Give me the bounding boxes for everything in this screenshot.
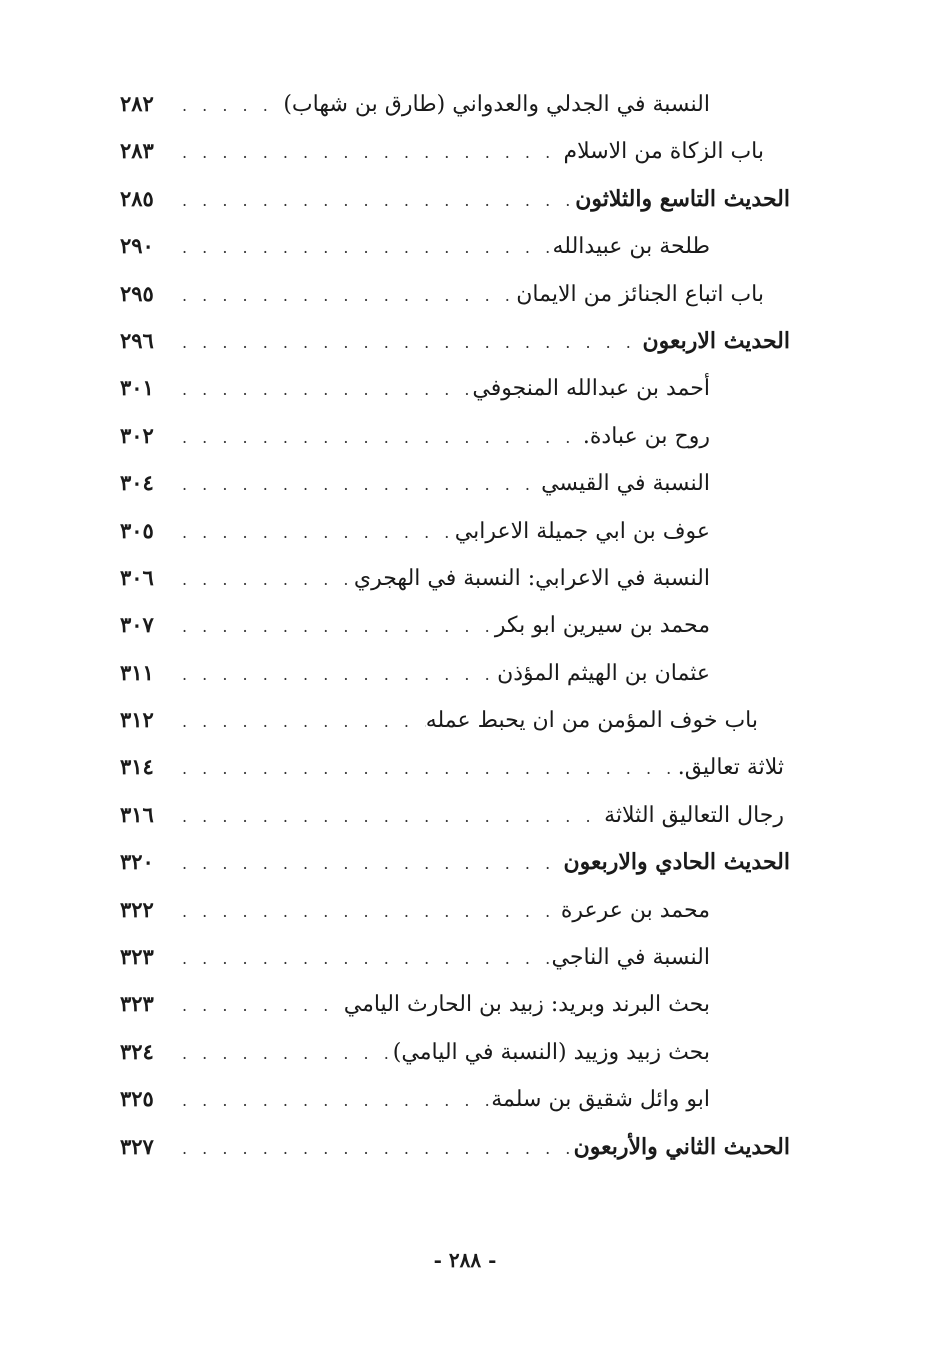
toc-entry — [120, 459, 790, 506]
toc-entry — [120, 601, 790, 648]
page-number: - ٢٨٨ - — [433, 1248, 497, 1272]
toc-page-number: ٣٢٠ — [120, 849, 154, 875]
toc-title: عوف بن ابي جميلة الاعرابي — [454, 518, 710, 544]
dot-leader — [172, 1077, 491, 1124]
toc-title: ابو وائل شقيق بن سلمة — [491, 1087, 710, 1113]
toc-entry — [120, 1075, 790, 1122]
toc-title: النسبة في الاعرابي: النسبة في الهجري — [353, 565, 710, 591]
toc-title: الحديث التاسع والثلاثون — [575, 185, 790, 212]
toc-title: محمد بن سيرين ابو بكر — [494, 613, 710, 639]
toc-entry — [120, 412, 790, 459]
toc-page-number: ٢٩٥ — [120, 280, 154, 306]
toc-entry — [120, 791, 790, 838]
toc-entry — [120, 364, 790, 411]
dot-leader — [172, 82, 283, 129]
toc-title: باب اتباع الجنائز من الايمان — [516, 281, 764, 307]
dot-leader — [172, 177, 575, 224]
toc-title: الحديث الاربعون — [642, 327, 790, 354]
toc-title: أحمد بن عبدالله المنجوفي — [472, 376, 710, 402]
toc-title: النسبة في الناجي — [551, 945, 710, 971]
toc-entry — [120, 175, 790, 222]
toc-title: روح بن عبادة. — [582, 423, 710, 449]
toc-title: الحديث الثاني والأربعون — [573, 1133, 790, 1160]
toc-page-number: ٣٠٤ — [120, 470, 154, 496]
toc-entry — [120, 743, 790, 790]
dot-leader — [172, 935, 552, 982]
toc-entry — [120, 838, 790, 885]
dot-leader — [172, 840, 563, 887]
toc-title: محمد بن عرعرة — [560, 897, 710, 923]
toc-title: النسبة في الجدلي والعدواني (طارق بن شهاب) — [283, 92, 710, 117]
toc-page-number: ٣٢٧ — [120, 1133, 154, 1159]
toc-entry — [120, 80, 790, 127]
toc-page-number: ٣٢٤ — [120, 1038, 154, 1064]
toc-page-number: ٣٠٧ — [120, 612, 154, 638]
toc-title: رجال التعاليق الثلاثة — [604, 802, 784, 828]
dot-leader — [172, 414, 583, 461]
toc-page-number: ٢٨٢ — [120, 91, 154, 116]
toc-title: بحث البرند وبريد: زبيد بن الحارث اليامي — [343, 992, 710, 1018]
toc-entry — [120, 1123, 790, 1170]
toc-page-number: ٣١٤ — [120, 754, 154, 780]
toc-page-number: ٣٢٣ — [120, 944, 154, 970]
toc-entry — [120, 696, 790, 743]
table-of-contents — [120, 80, 790, 1170]
toc-title: بحث زبيد وزييد (النسبة في اليامي) — [392, 1039, 710, 1065]
dot-leader — [172, 888, 561, 935]
dot-leader — [172, 319, 643, 366]
toc-entry — [120, 649, 790, 696]
toc-entry — [120, 886, 790, 933]
toc-page-number: ٣٠٦ — [120, 564, 154, 590]
toc-page-number: ٣٢٥ — [120, 1086, 154, 1112]
toc-page-number: ٣١١ — [120, 659, 154, 685]
toc-page-number: ٢٨٣ — [120, 138, 154, 164]
toc-title: طلحة بن عبيدالله — [552, 234, 710, 260]
toc-entry — [120, 270, 790, 317]
toc-entry — [120, 127, 790, 174]
toc-entry — [120, 980, 790, 1027]
toc-page-number: ٣٠٥ — [120, 517, 154, 543]
toc-title: عثمان بن الهيثم المؤذن — [497, 660, 710, 686]
toc-entry — [120, 554, 790, 601]
dot-leader — [172, 982, 344, 1029]
dot-leader — [172, 272, 516, 319]
dot-leader — [172, 224, 553, 271]
dot-leader — [172, 366, 472, 413]
toc-entry — [120, 933, 790, 980]
toc-page-number: ٢٩٠ — [120, 233, 154, 259]
dot-leader — [172, 129, 563, 176]
toc-entry — [120, 222, 790, 269]
dot-leader — [172, 1030, 393, 1077]
toc-title: الحديث الحادي والاربعون — [563, 849, 790, 876]
toc-page-number: ٢٨٥ — [120, 185, 154, 211]
toc-page-number: ٣١٦ — [120, 801, 154, 827]
dot-leader — [172, 509, 455, 556]
toc-page-number: ٣٠٢ — [120, 422, 154, 448]
dot-leader — [172, 793, 604, 840]
dot-leader — [172, 651, 497, 698]
toc-page-number: ٣٢٣ — [120, 991, 154, 1017]
dot-leader — [172, 698, 426, 745]
dot-leader — [172, 745, 678, 792]
toc-title: باب الزكاة من الاسلام — [563, 139, 764, 165]
toc-page-number: ٣١٢ — [120, 707, 154, 733]
toc-page-number: ٣٠١ — [120, 375, 154, 401]
dot-leader — [172, 1125, 574, 1172]
toc-title: ثلاثة تعاليق. — [677, 755, 784, 781]
toc-title: باب خوف المؤمن من ان يحبط عمله — [425, 708, 758, 734]
dot-leader — [172, 603, 495, 650]
dot-leader — [172, 556, 354, 603]
dot-leader — [172, 461, 541, 508]
toc-entry — [120, 317, 790, 364]
toc-entry — [120, 1028, 790, 1075]
toc-page-number: ٢٩٦ — [120, 327, 154, 353]
toc-page-number: ٣٢٢ — [120, 896, 154, 922]
toc-title: النسبة في القيسي — [541, 471, 710, 497]
toc-entry — [120, 507, 790, 554]
